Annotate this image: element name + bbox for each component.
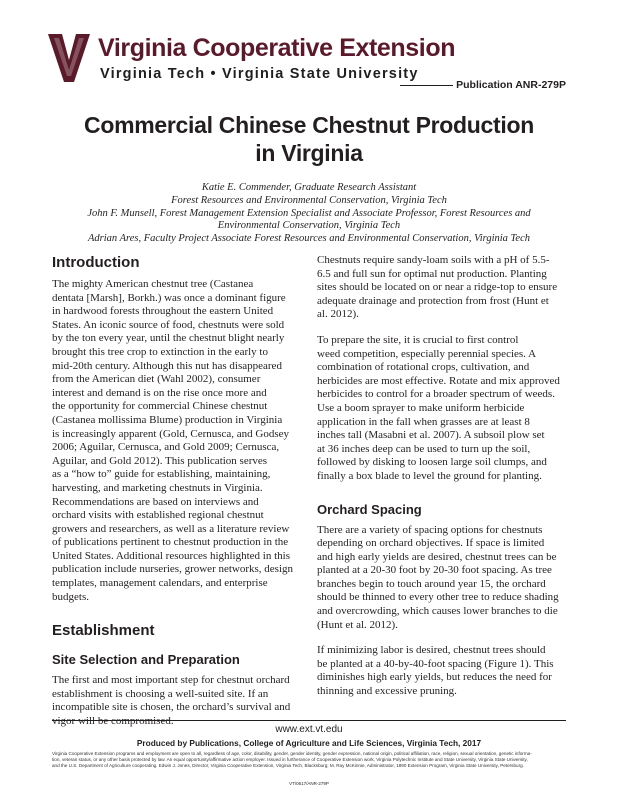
text-line: Recommendations are based on interviews and: [52, 495, 259, 508]
text-line: at 36 inches deep can be used to turn up the soil,: [317, 442, 531, 455]
text-line: is increasingly apparent (Gold, Cernusca, and Godsey: [52, 427, 290, 440]
text-line: by the ton every year, until the chestnut blight nearly: [52, 332, 285, 345]
text-line: (Hunt et al. 2012).: [317, 618, 398, 631]
footer-produced-by: Produced by Publications, College of Agriculture and Life Sciences, Virginia Tech, 2017: [136, 738, 482, 748]
introduction-paragraph: [52, 278, 302, 604]
text-line: 2006; Aguilar, Cernusca, and Gold 2009; Cernusca,: [52, 441, 280, 454]
vce-logo-mark-icon: [48, 34, 90, 82]
text-line: incompatible site is chosen, the orchard’s survival and: [52, 701, 291, 714]
soil-paragraph: [317, 254, 575, 322]
text-line: 6.5 and full sun for optimal nut production. Planting: [317, 267, 547, 280]
establishment-heading: Establishment: [52, 622, 155, 640]
text-line: Aguilar, and Gold 2012). This publication serves: [52, 454, 268, 467]
publication-code: VT/0617/ANR-279P: [289, 781, 329, 786]
author-line: Katie E. Commender, Graduate Research Assistant: [201, 182, 417, 193]
text-line: should be thinned to every other tree to reduce shading: [317, 591, 559, 604]
text-line: branches begin to touch around year 15, the orchard: [317, 577, 546, 590]
labor-paragraph: [317, 644, 575, 698]
text-line: templates, management calendars, and enterprise: [52, 577, 268, 590]
text-line: diminishes high early yields, but reduces the need for: [317, 671, 552, 684]
author-line: Environmental Conservation, Virginia Tech: [217, 220, 401, 232]
footer-url-link[interactable]: www.ext.vt.edu: [275, 724, 343, 735]
footer-legal-text: [52, 751, 566, 770]
text-line: dentata [Marsh], Borkh.) was once a dominant figure: [52, 291, 286, 304]
text-line: and high early yields are desired, chestnut trees can be: [317, 550, 557, 563]
text-line: thinning and excessive pruning.: [317, 685, 457, 698]
title-line: Commercial Chinese Chestnut Production: [84, 112, 534, 138]
footer-rule: [52, 720, 566, 721]
introduction-heading: Introduction: [52, 254, 140, 271]
text-line: finally a box blade to level the ground for planting.: [317, 469, 542, 482]
legal-line: Virginia Cooperative Extension programs and employment are open to all, regardless of age, color, disability, gender, gender identity, gender expression, national origin, political affiliation, race, religion, sexual orientation, genetic informa-: [52, 751, 532, 756]
site-selection-heading: Site Selection and Preparation: [52, 652, 240, 668]
text-line: If minimizing labor is desired, chestnut trees should: [317, 644, 546, 657]
text-line: weed competition, especially perennial species. A: [317, 347, 537, 360]
text-line: orchard visits with established regional chestnut: [52, 509, 264, 522]
text-line: as a “how to” guide for establishing, maintaining,: [52, 468, 271, 481]
text-line: establishment is choosing a well-suited site. If an: [52, 687, 269, 700]
text-line: growers and researchers, as well as a literature review: [52, 522, 290, 535]
text-line: application in the fall when grasses are at least 8: [317, 415, 530, 428]
author-line: Adrian Ares, Faculty Project Associate Forest Resources and Environmental Conservation, Virginia Tech: [87, 233, 530, 245]
text-line: in hardwood forests throughout the eastern United: [52, 305, 274, 318]
logo-title: Virginia Cooperative Extension: [98, 34, 456, 62]
text-line: herbicides to control for a broader spectrum of weeds.: [317, 388, 555, 401]
text-line: interest and demand is on the rise once more and: [52, 386, 267, 399]
text-line: and overcrowding, which causes lower branches to die: [317, 605, 558, 618]
text-line: planted at a 20-30 foot by 20-30 foot spacing. As tree: [317, 564, 552, 577]
orchard-spacing-heading: Orchard Spacing: [317, 501, 422, 517]
text-line: harvesting, and marketing chestnuts in Virginia.: [52, 481, 263, 494]
text-line: depending on orchard objectives. If space is limited: [317, 537, 545, 550]
text-line: followed by disking to loosen large soil clumps, and: [317, 456, 547, 469]
text-line: the opportunity for commercial Chinese chestnut: [52, 400, 268, 413]
legal-line: and the U.S. Department of Agriculture cooperating. Edwin J. Jones, Director, Virginia Cooperative Extension, Virginia Tech, Blacksburg; M. Ray McKinnie, Administrator, 1890 Extension Program, Virginia State University, Petersburg.: [52, 763, 524, 769]
text-line: mid-20th century. Although this nut has disappeared: [52, 359, 282, 372]
text-line: vigor will be compromised.: [52, 715, 174, 728]
text-line: from the American diet (Wahl 2002), consumer: [52, 373, 261, 386]
legal-line: tion, veteran status, or any other basis protected by law. An equal opportunity/affirmative action employer. Issued in furtherance of Cooperative Extension work, Virginia Polytechnic Institute and State University, Virginia State University,: [52, 757, 528, 763]
text-line: herbicides are most effective. Rotate and mix approved: [317, 374, 560, 387]
text-line: The first and most important step for chestnut orchard: [52, 674, 290, 687]
text-line: be planted at a 40-by-40-foot spacing (Figure 1). This: [317, 657, 554, 670]
spacing-paragraph: [317, 524, 575, 633]
text-line: publication include nurseries, grower networks, design: [52, 563, 294, 576]
logo-subtitle: Virginia Tech • Virginia State University: [100, 66, 419, 82]
text-line: inches tall (Masabni et al. 2007). A subsoil plow set: [317, 429, 545, 442]
publication-number: Publication ANR-279P: [453, 79, 566, 91]
document-title: [40, 111, 578, 167]
text-line: To prepare the site, it is crucial to first control: [317, 333, 519, 346]
author-line: John F. Munsell, Forest Management Extension Specialist and Associate Professor, Forest Resources and: [87, 207, 531, 219]
text-line: (Castanea mollissima Blume) production in Virginia: [52, 413, 283, 426]
text-line: States. An iconic source of food, chestnuts were sold: [52, 318, 285, 331]
text-line: brought this tree crop to extinction in the early to: [52, 345, 268, 358]
text-line: sites should be located on or near a ridge-top to ensure: [317, 281, 558, 294]
text-line: al. 2012).: [317, 308, 359, 321]
text-line: Use a boom sprayer to make uniform herbicide: [317, 401, 525, 414]
text-line: United States. Additional resources highlighted in this: [52, 549, 290, 562]
author-line: Forest Resources and Environmental Conservation, Virginia Tech: [171, 194, 447, 206]
title-line: in Virginia: [255, 140, 363, 166]
text-line: combination of rotational crops, cultivation, and: [317, 361, 530, 374]
text-line: adequate drainage and protection from frost (Hunt et: [317, 294, 549, 307]
text-line: budgets.: [52, 590, 89, 603]
text-line: There are a variety of spacing options for chestnuts: [317, 523, 543, 536]
author-block: [40, 182, 578, 246]
text-line: The mighty American chestnut tree (Castanea: [52, 278, 254, 290]
left-column: [52, 254, 302, 729]
site-prep-paragraph: [317, 334, 575, 484]
right-column: [317, 254, 575, 699]
text-line: Chestnuts require sandy-loam soils with a pH of 5.5-: [317, 254, 550, 266]
text-line: of publications pertinent to chestnut production in the: [52, 536, 289, 549]
